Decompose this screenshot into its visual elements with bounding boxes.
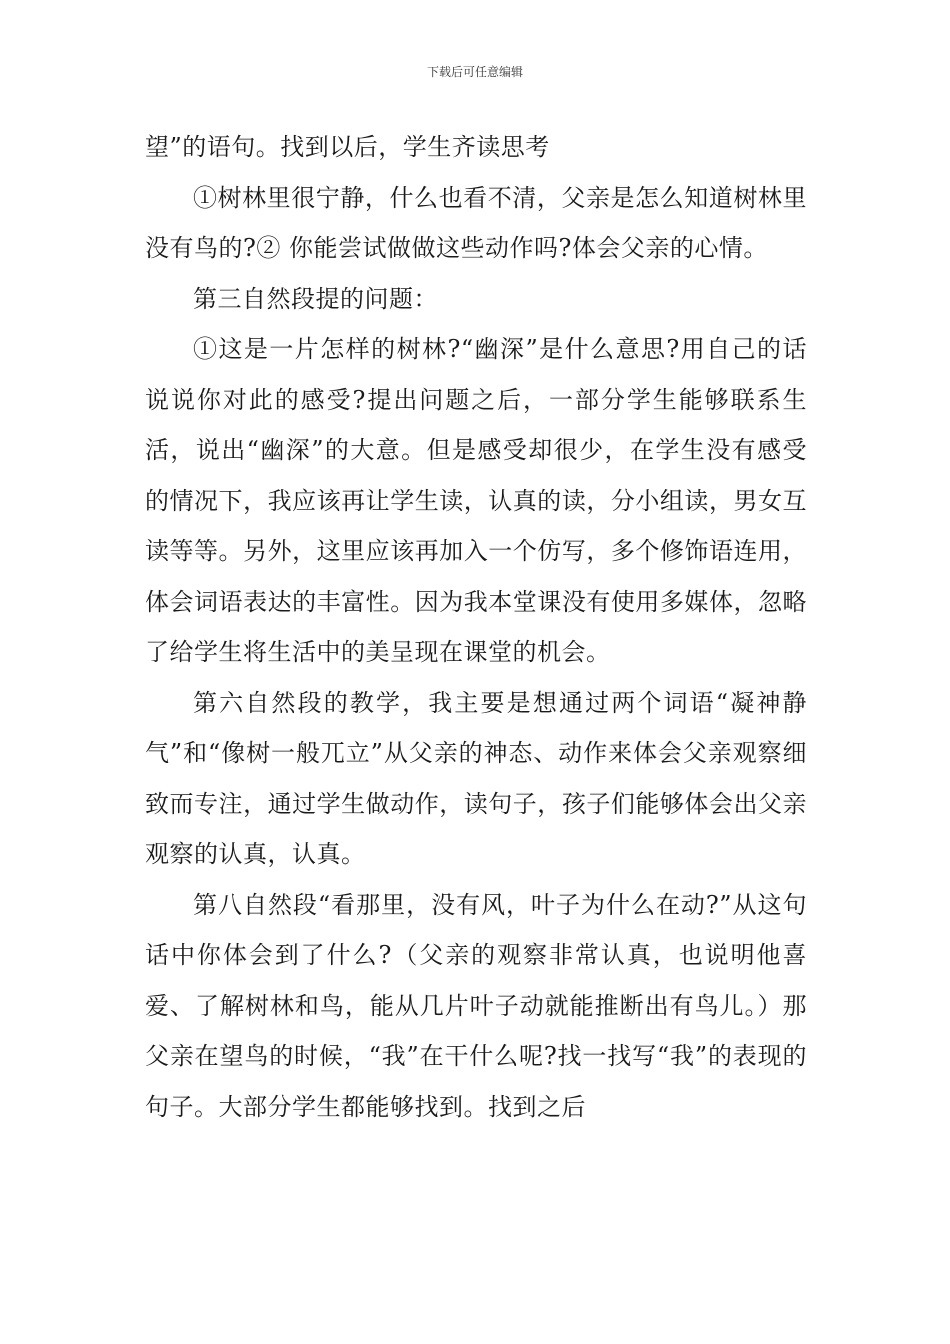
paragraph-section-three: ①这是一片怎样的树林?“幽深”是什么意思?用自己的话说说你对此的感受?提出问题之后，一部分学生能够联系生活，说出“幽深”的大意。但是感受却很少，在学生没有感受的情况下，我应该再让学生读，认真的读，分小组读，男女互读等等。另外，这里应该再加入一个仿写，多个修饰语连用，体会词语表达的丰富性。因为我本堂课没有使用多媒体，忽略了给学生将生活中的美呈现在课堂的机会。 bbox=[145, 335, 807, 666]
paragraph-questions-1: ①树林里很宁静，什么也看不清，父亲是怎么知道树林里没有鸟的?② 你能尝试做做这些动作吗?体会父亲的心情。 bbox=[145, 183, 807, 262]
paragraph-section-three-heading: 第三自然段提的问题： bbox=[193, 284, 438, 313]
document-body bbox=[145, 122, 807, 1132]
paragraph-section-six: 第六自然段的教学，我主要是想通过两个词语“凝神静气”和“像树一般兀立”从父亲的神态、动作来体会父亲观察细致而专注，通过学生做动作，读句子，孩子们能够体会出父亲观察的认真，认真。 bbox=[145, 688, 807, 868]
paragraph-continuation: 望”的语句。找到以后，学生齐读思考 bbox=[145, 133, 550, 161]
page-header: 下载后可任意编辑 bbox=[426, 65, 523, 79]
paragraph-section-eight: 第八自然段“看那里，没有风，叶子为什么在动?”从这句话中你体会到了什么?（父亲的观察非常认真，也说明他喜爱、了解树林和鸟，能从几片叶子动就能推断出有鸟儿。）那父亲在望鸟的时候，“我”在干什么呢?找一找写“我”的表现的句子。大部分学生都能够找到。找到之后 bbox=[145, 890, 807, 1121]
